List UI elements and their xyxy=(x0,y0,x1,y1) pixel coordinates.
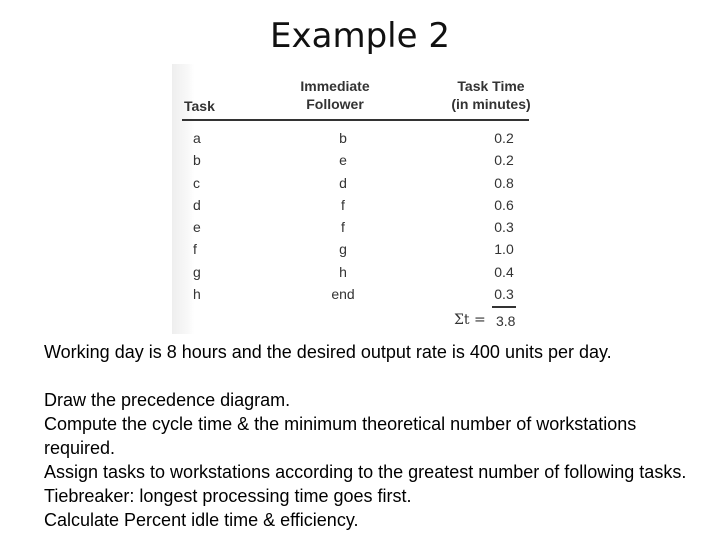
sum-value: 3.8 xyxy=(496,313,516,329)
time-cell: 0.3 xyxy=(494,286,514,303)
follower-cell: b xyxy=(339,130,347,146)
table-row xyxy=(172,172,534,194)
intro-text: Working day is 8 hours and the desired output rate is 400 units per day. xyxy=(44,342,612,362)
column-header-time-line2: (in minutes) xyxy=(451,96,531,112)
task-cell: f xyxy=(193,241,197,258)
follower-cell: end xyxy=(331,286,355,303)
column-header-time xyxy=(442,77,540,113)
slide-title: Example 2 xyxy=(270,16,450,56)
column-header-time-line1: Task Time xyxy=(457,78,525,94)
time-cell: 0.8 xyxy=(494,174,514,191)
paragraph-gap xyxy=(44,364,704,388)
column-header-task: Task xyxy=(184,98,215,114)
table-row xyxy=(172,194,534,216)
table-row xyxy=(172,283,534,305)
task-cell: d xyxy=(193,196,201,213)
time-cell: 0.2 xyxy=(494,130,514,146)
table-row xyxy=(172,216,534,238)
table-row xyxy=(172,261,534,283)
task-cell: g xyxy=(193,263,201,280)
task-cell: c xyxy=(193,174,200,191)
table-row xyxy=(172,127,534,149)
task-cell: a xyxy=(193,130,201,146)
time-cell: 0.6 xyxy=(494,196,514,213)
sum-rule xyxy=(492,306,516,308)
task-cell: e xyxy=(193,219,201,236)
task-cell: h xyxy=(193,286,201,303)
problem-statement xyxy=(44,340,704,532)
follower-cell: f xyxy=(341,219,345,236)
table-body xyxy=(172,127,534,305)
sum-label: Σt = xyxy=(454,312,486,328)
time-cell: 0.4 xyxy=(494,263,514,280)
follower-cell: f xyxy=(341,196,345,213)
task-cell: b xyxy=(193,152,201,169)
instruction-2: Compute the cycle time & the minimum theoretical number of workstations required. xyxy=(44,414,637,458)
follower-cell: d xyxy=(339,174,347,191)
column-header-follower-line1: Immediate xyxy=(300,78,370,94)
column-header-follower-line2: Follower xyxy=(306,96,364,112)
follower-cell: g xyxy=(339,241,347,258)
table-row xyxy=(172,238,534,260)
follower-cell: h xyxy=(339,263,347,280)
time-cell: 0.3 xyxy=(494,219,514,236)
header-rule xyxy=(182,119,529,121)
task-table-scan xyxy=(172,64,534,334)
table-row xyxy=(172,149,534,171)
follower-cell: e xyxy=(339,152,347,169)
column-header-follower xyxy=(290,77,380,113)
instruction-4: Calculate Percent idle time & efficiency. xyxy=(44,510,359,530)
instruction-1: Draw the precedence diagram. xyxy=(44,390,291,410)
time-cell: 1.0 xyxy=(494,241,514,258)
time-cell: 0.2 xyxy=(494,152,514,169)
instruction-3: Assign tasks to workstations according to the greatest number of following tasks. Tiebreaker: longest processing time goes first. xyxy=(44,462,687,506)
